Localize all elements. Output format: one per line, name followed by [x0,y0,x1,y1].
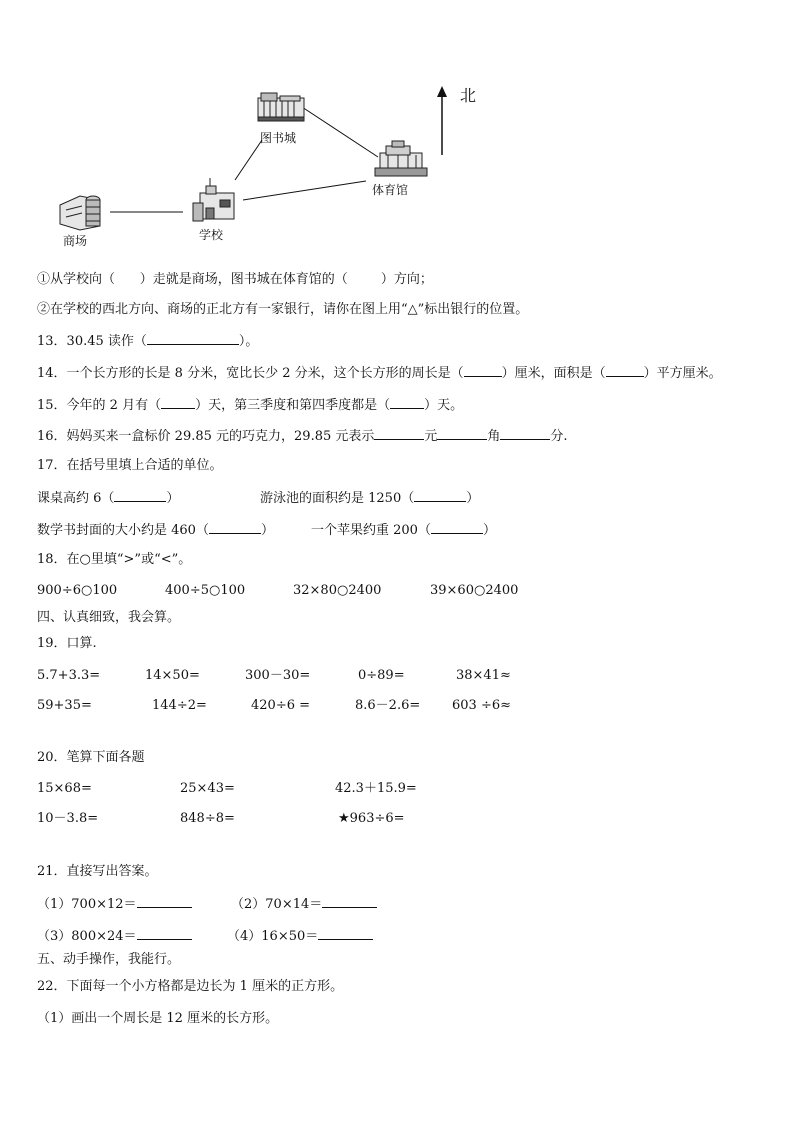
north-label: 北 [460,86,477,105]
blank[interactable] [161,396,195,409]
q20-item: 42.3＋15.9= [335,781,417,796]
q20-item: 10－3.8= [37,811,99,826]
blank[interactable] [322,895,377,908]
blank[interactable] [414,489,466,502]
q17-item1: 课桌高约 6（ ） [37,491,180,506]
q20-title: 20．笔算下面各题 [37,750,145,765]
q21-title: 21．直接写出答案。 [37,864,158,879]
blank[interactable] [390,396,424,409]
q20-item: 15×68= [37,781,92,796]
blank[interactable] [209,521,261,534]
blank[interactable] [137,927,192,940]
school-building-icon [193,178,234,221]
q19-item: 5.7+3.3= [37,668,101,683]
mall-label: 商场 [63,234,88,248]
q19-item: 14×50= [145,668,200,683]
q12-part1: ①从学校向（ ）走就是商场，图书城在体育馆的（ ）方向； [37,272,433,287]
q20-item: 25×43= [180,781,235,796]
q19-item: 38×41≈ [456,668,511,683]
q13: 13．30.45 读作（ ）。 [37,334,259,349]
section-4-heading: 四、认真细致，我会算。 [37,610,181,625]
q19-item: 603 ÷6≈ [452,698,512,713]
q22-part1: （1）画出一个周长是 12 厘米的长方形。 [37,1011,279,1026]
q19-item: 0÷89= [358,668,405,683]
line-library-stadium [302,107,378,157]
blank[interactable] [114,489,166,502]
blank[interactable] [606,364,644,377]
library-label: 图书城 [260,131,297,145]
blank[interactable] [431,521,483,534]
q18-item: 400÷5○100 [165,583,246,598]
blank[interactable] [137,895,192,908]
q16: 16．妈妈买来一盒标价 29.85 元的巧克力，29.85 元表示 元 角 分. [37,429,568,444]
blank[interactable] [464,364,502,377]
q18-title: 18．在○里填“>”或“<”。 [37,552,192,567]
q19-item: 300－30= [245,668,311,683]
q19-item: 59+35= [37,698,92,713]
q14: 14．一个长方形的长是 8 分米，宽比长少 2 分米，这个长方形的周长是（ ）厘米，面积是（ ）平方厘米。 [37,366,722,381]
section-5-heading: 五、动手操作，我能行。 [37,952,181,967]
north-arrowhead [437,86,447,97]
q15: 15．今年的 2 月有（ ）天，第三季度和第四季度都是（ ）天。 [37,398,464,413]
q17-title: 17．在括号里填上合适的单位。 [37,458,223,473]
q18-item: 39×60○2400 [430,583,519,598]
library-building-icon [258,93,304,121]
stadium-building-icon [375,141,427,176]
blank[interactable] [500,427,550,440]
q20-item: ★963÷6= [338,811,405,826]
q21-item4: （4）16×50＝ [227,927,373,945]
blank[interactable] [374,427,424,440]
q18-item: 900÷6○100 [37,583,118,598]
q19-item: 144÷2= [152,698,207,713]
q19-item: 420÷6 = [251,698,311,713]
q21-item2: （2）70×14＝ [231,895,377,913]
direction-map [0,0,794,260]
q18-item: 32×80○2400 [293,583,382,598]
blank[interactable] [318,927,373,940]
blank[interactable] [147,332,239,345]
school-label: 学校 [199,228,224,242]
line-school-stadium [243,181,366,200]
q20-item: 848÷8= [180,811,235,826]
blank[interactable] [437,427,487,440]
mall-building-icon [60,196,100,230]
q22-title: 22．下面每一个小方格都是边长为 1 厘米的正方形。 [37,979,344,994]
q17-item2: 游泳池的面积约是 1250（ ） [260,491,480,506]
q21-item1: （1）700×12＝ [37,895,192,913]
q17-item3: 数学书封面的大小约是 460（ ） [37,523,274,538]
q19-item: 8.6－2.6= [355,698,421,713]
stadium-label: 体育馆 [372,183,409,197]
q21-item3: （3）800×24＝ [37,927,192,945]
q17-item4: 一个苹果约重 200（ ） [311,523,496,538]
line-school-library [235,140,262,180]
q19-title: 19．口算. [37,636,97,651]
q12-part2: ②在学校的西北方向、商场的正北方有一家银行，请你在图上用“△”标出银行的位置。 [37,302,529,317]
